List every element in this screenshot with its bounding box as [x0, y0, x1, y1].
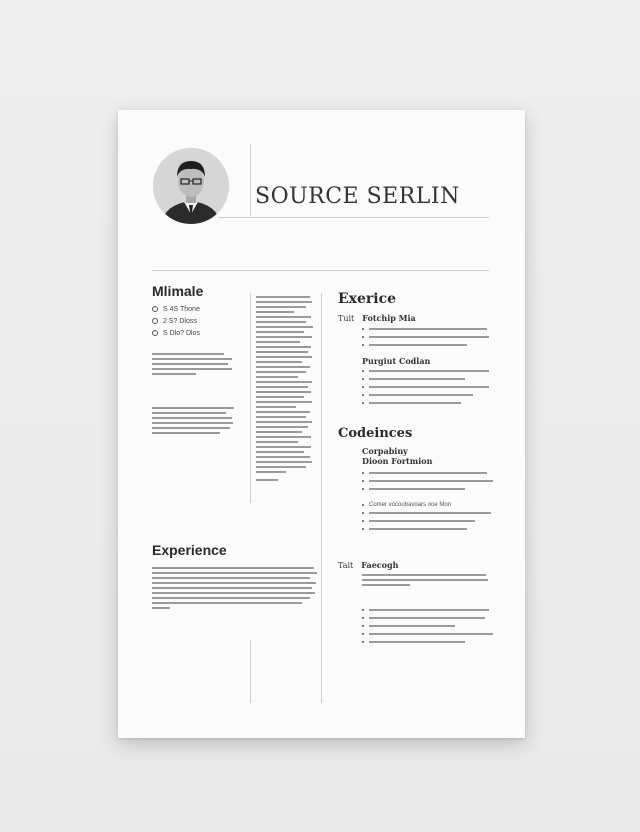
list-item [362, 614, 493, 622]
profile-paragraph-2 [152, 407, 234, 437]
contact-item: 2 S? Dloss [152, 315, 200, 327]
column-divider-left [250, 293, 251, 503]
list-item [362, 477, 493, 485]
name-underline [218, 217, 489, 218]
bullet-list-1 [362, 325, 489, 349]
avatar [153, 148, 229, 224]
ring-icon [152, 306, 158, 312]
ring-icon [152, 318, 158, 324]
subheading-3: Corpabiny Dioon Fortmion [362, 446, 433, 466]
bullet-list-5 [362, 606, 493, 646]
column-divider-right [321, 293, 322, 703]
contact-item: S 4S Thone [152, 303, 200, 315]
list-item [362, 391, 489, 399]
header-rule [152, 270, 489, 271]
bullet-list-3 [362, 469, 493, 493]
list-item [362, 383, 489, 391]
list-item [362, 485, 493, 493]
middle-column-text [256, 296, 314, 484]
list-item [362, 399, 489, 407]
list-item [362, 509, 491, 517]
list-item [362, 638, 493, 646]
list-item [362, 606, 493, 614]
right-heading-1: Exerice [338, 291, 397, 307]
right-heading-2: Codeinces [338, 426, 413, 441]
contact-item: S Dlo? Dlos [152, 327, 200, 339]
person-name: SOURCE SERLIN [255, 184, 460, 209]
column-divider-left-lower [250, 640, 251, 703]
header-divider-vertical [250, 144, 251, 216]
subheading-5: Tait Faecogh [338, 560, 399, 570]
list-item [362, 525, 491, 533]
list-item [362, 622, 493, 630]
list-item [362, 630, 493, 638]
contact-list [152, 303, 200, 339]
list-item [362, 341, 489, 349]
experience-heading: Experience [152, 542, 227, 558]
subheading-2: Purgiut Codlan [362, 356, 431, 366]
right-paragraph [362, 574, 488, 589]
list-item: Comer vocoobavoars ooe Mon [362, 501, 491, 509]
subheading-1: Tuit Fotchip Mia [338, 313, 416, 323]
section-heading-left: Mlimale [152, 283, 204, 299]
list-item [362, 325, 489, 333]
list-item [362, 469, 493, 477]
ring-icon [152, 330, 158, 336]
bullet-list-2 [362, 367, 489, 407]
profile-paragraph [152, 353, 234, 378]
resume-page [118, 110, 525, 738]
experience-paragraph [152, 567, 317, 612]
list-item [362, 375, 489, 383]
list-item [362, 517, 491, 525]
list-item [362, 367, 489, 375]
list-item [362, 333, 489, 341]
bullet-list-4 [362, 501, 491, 533]
